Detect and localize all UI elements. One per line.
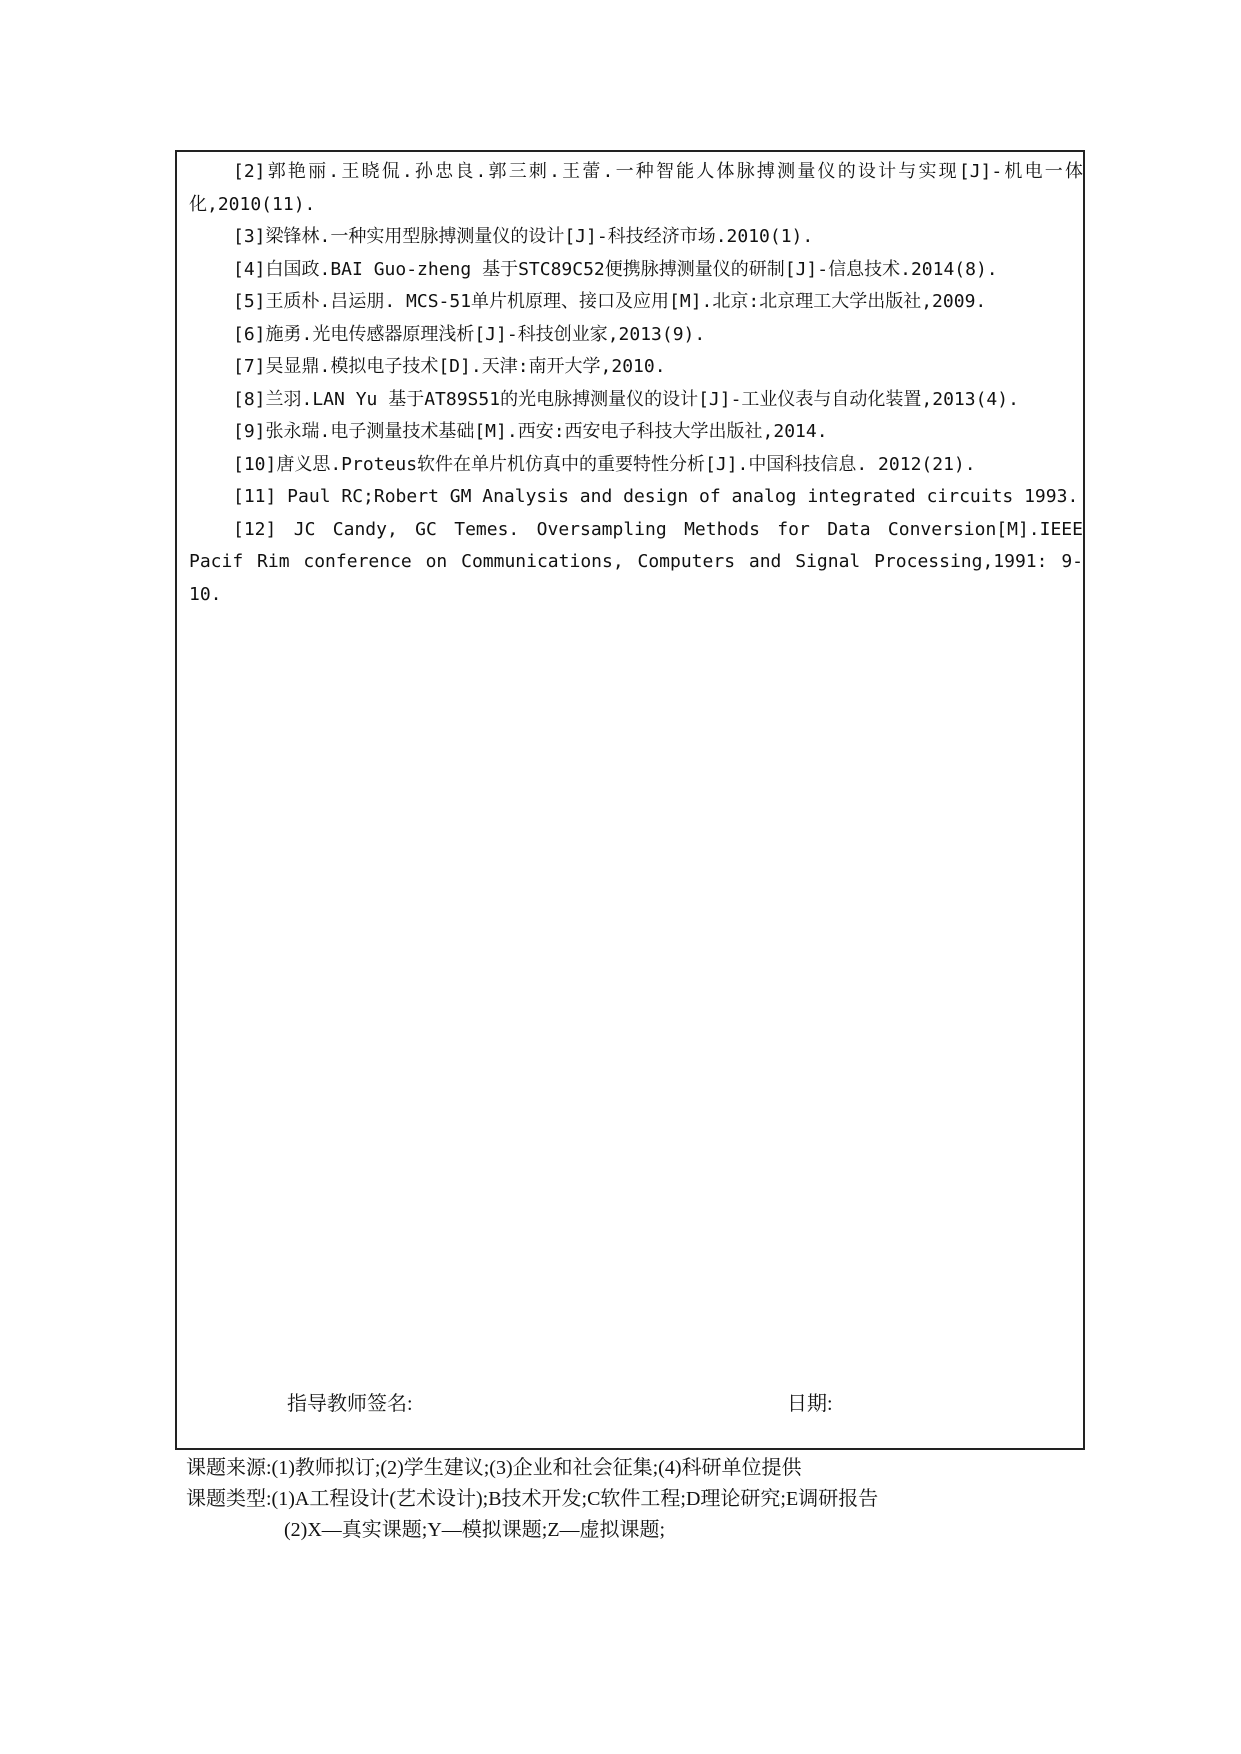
reference-item: [8]兰羽.LAN Yu 基于AT89S51的光电脉搏测量仪的设计[J]-工业仪表与自动化装置,2013(4). (233, 388, 1019, 410)
reference-item: [3]梁锋林.一种实用型脉搏测量仪的设计[J]-科技经济市场.2010(1). (233, 226, 814, 247)
reference-item: [10]唐义思.Proteus软件在单片机仿真中的重要特性分析[J].中国科技信息. 2012(21). (233, 453, 976, 475)
document-frame (175, 150, 1085, 1450)
reference-item: [4]白国政.BAI Guo-zheng 基于STC89C52便携脉搏测量仪的研制[J]-信息技术.2014(8). (233, 258, 998, 280)
reference-item: [6]施勇.光电传感器原理浅析[J]-科技创业家,2013(9). (233, 323, 706, 345)
teacher-signature-label: 指导教师签名: (287, 1393, 413, 1415)
reference-item: [12] JC Candy, GC Temes. Oversampling Methods for Data Conversion[M].IEEE Pacif Rim conference on Communications, Computers and Signal Processing,1991: 9-10. (189, 518, 1083, 605)
reference-list (189, 156, 1083, 611)
topic-type-note-continued: (2)X—真实课题;Y—模拟课题;Z—虚拟课题; (284, 1519, 666, 1541)
reference-item: [7]吴显鼎.模拟电子技术[D].天津:南开大学,2010. (233, 356, 666, 377)
reference-item: [11] Paul RC;Robert GM Analysis and design of analog integrated circuits 1993. (233, 486, 1079, 507)
reference-item: [9]张永瑞.电子测量技术基础[M].西安:西安电子科技大学出版社,2014. (233, 421, 828, 442)
topic-type-note: 课题类型:(1)A工程设计(艺术设计);B技术开发;C软件工程;D理论研究;E调研报告 (186, 1488, 879, 1510)
date-label: 日期: (787, 1393, 833, 1415)
reference-item: [5]王质朴.吕运朋. MCS-51单片机原理、接口及应用[M].北京:北京理工大学出版社,2009. (233, 291, 987, 312)
topic-source-note: 课题来源:(1)教师拟订;(2)学生建议;(3)企业和社会征集;(4)科研单位提供 (186, 1457, 802, 1479)
footnotes (186, 1453, 1086, 1546)
reference-item: [2]郭艳丽.王晓侃.孙忠良.郭三刺.王蕾.一种智能人体脉搏测量仪的设计与实现[J]-机电一体化,2010(11). (189, 161, 1083, 215)
